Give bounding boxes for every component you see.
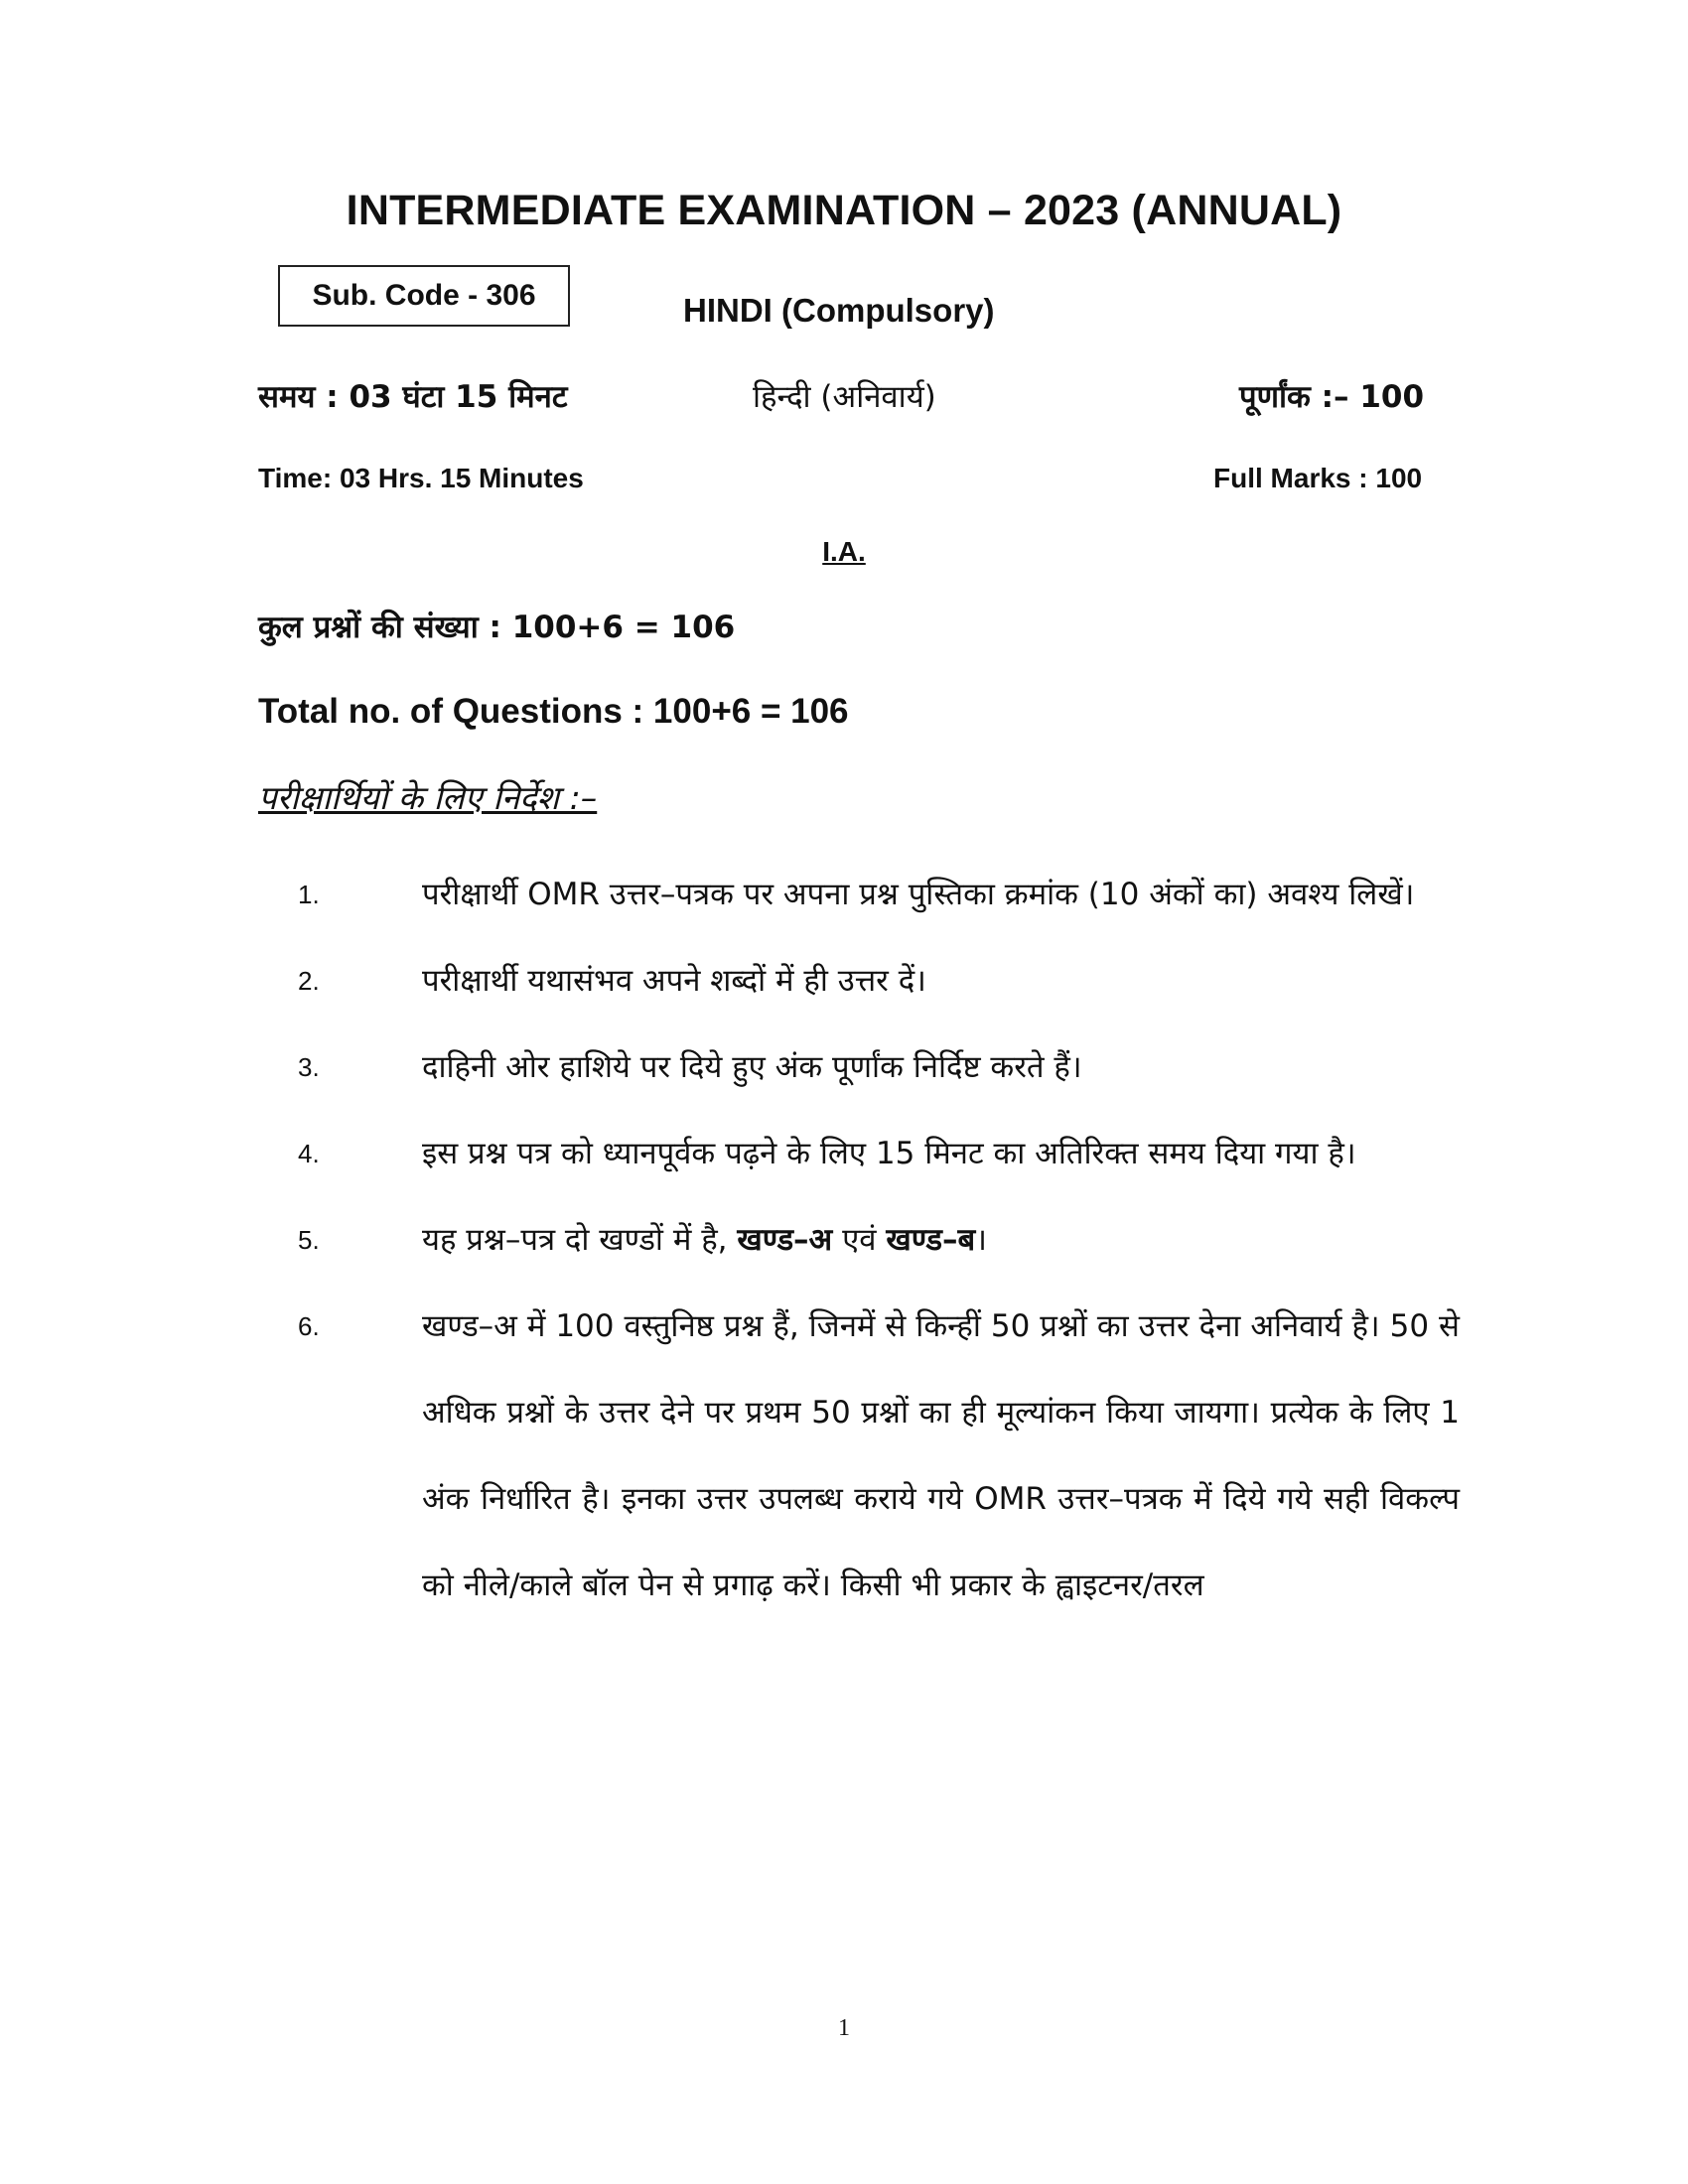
- instruction-number: 5.: [298, 1225, 320, 1255]
- subject-name-english: HINDI (Compulsory): [683, 292, 995, 329]
- instruction-number: 3.: [298, 1052, 320, 1082]
- instruction-item: [298, 1284, 1460, 1629]
- instruction-item: [298, 1197, 1460, 1284]
- time-hindi: समय : 03 घंटा 15 मिनट: [258, 379, 568, 415]
- stream-label: I.A.: [822, 536, 866, 567]
- instruction-item: [298, 1111, 1460, 1197]
- instruction-text: खण्ड–अ में 100 वस्तुनिष्ठ प्रश्न हैं, जिनमें से किन्हीं 50 प्रश्नों का उत्तर देना अनिवार्य है। 50 से अधिक प्रश्नों के उत्तर देने पर प्रथम 50 प्रश्नों का ही मूल्यांकन किया जायगा। प्रत्येक के लिए 1 अंक निर्धारित है। इनका उत्तर उपलब्ध कराये गये OMR उत्तर–पत्रक में दिये गये सही विकल्प को नीले/काले बॉल पेन से प्रगाढ़ करें। किसी भी प्रकार के ह्वाइटनर/तरल: [422, 1308, 1460, 1603]
- subject-code-box: [278, 265, 570, 327]
- instruction-text: [422, 1197, 1460, 1284]
- instruction-number: 6.: [298, 1311, 320, 1341]
- instruction-text-part: ।: [975, 1222, 987, 1258]
- instruction-text-part: यह प्रश्न–पत्र दो खण्डों में है,: [422, 1222, 738, 1258]
- instruction-item: [298, 938, 1460, 1024]
- instruction-item: [298, 1024, 1460, 1111]
- instruction-number: 4.: [298, 1139, 320, 1168]
- instruction-text: परीक्षार्थी OMR उत्तर–पत्रक पर अपना प्रश्न पुस्तिका क्रमांक (10 अंकों का) अवश्य लिखें।: [422, 877, 1415, 912]
- time-english: Time: 03 Hrs. 15 Minutes: [258, 463, 584, 493]
- instructions-list: [298, 852, 1460, 1629]
- exam-title: INTERMEDIATE EXAMINATION – 2023 (ANNUAL): [346, 187, 1342, 234]
- instruction-number: 1.: [298, 880, 320, 909]
- total-questions-hindi: कुल प्रश्नों की संख्या : 100+6 = 106: [258, 610, 736, 645]
- instruction-text: इस प्रश्न पत्र को ध्यानपूर्वक पढ़ने के लिए 15 मिनट का अतिरिक्त समय दिया गया है।: [422, 1136, 1356, 1171]
- section-a-label: खण्ड–अ: [737, 1222, 833, 1258]
- full-marks-english: Full Marks : 100: [1213, 463, 1423, 493]
- instruction-text-part: एवं: [832, 1222, 887, 1258]
- instruction-number: 2.: [298, 966, 320, 996]
- instructions-heading: परीक्षार्थियों के लिए निर्देश :–: [258, 778, 598, 817]
- full-marks-hindi: पूर्णांक :– 100: [1239, 379, 1425, 415]
- page-number: 1: [838, 2015, 850, 2041]
- section-b-label: खण्ड–ब: [886, 1222, 976, 1258]
- total-questions-english: Total no. of Questions : 100+6 = 106: [258, 692, 849, 731]
- instruction-text: परीक्षार्थी यथासंभव अपने शब्दों में ही उत्तर दें।: [422, 963, 926, 999]
- instruction-item: [298, 852, 1460, 938]
- subject-name-hindi: हिन्दी (अनिवार्य): [753, 379, 936, 415]
- instruction-text: दाहिनी ओर हाशिये पर दिये हुए अंक पूर्णांक निर्दिष्ट करते हैं।: [422, 1049, 1082, 1085]
- subject-code: Sub. Code - 306: [312, 279, 536, 312]
